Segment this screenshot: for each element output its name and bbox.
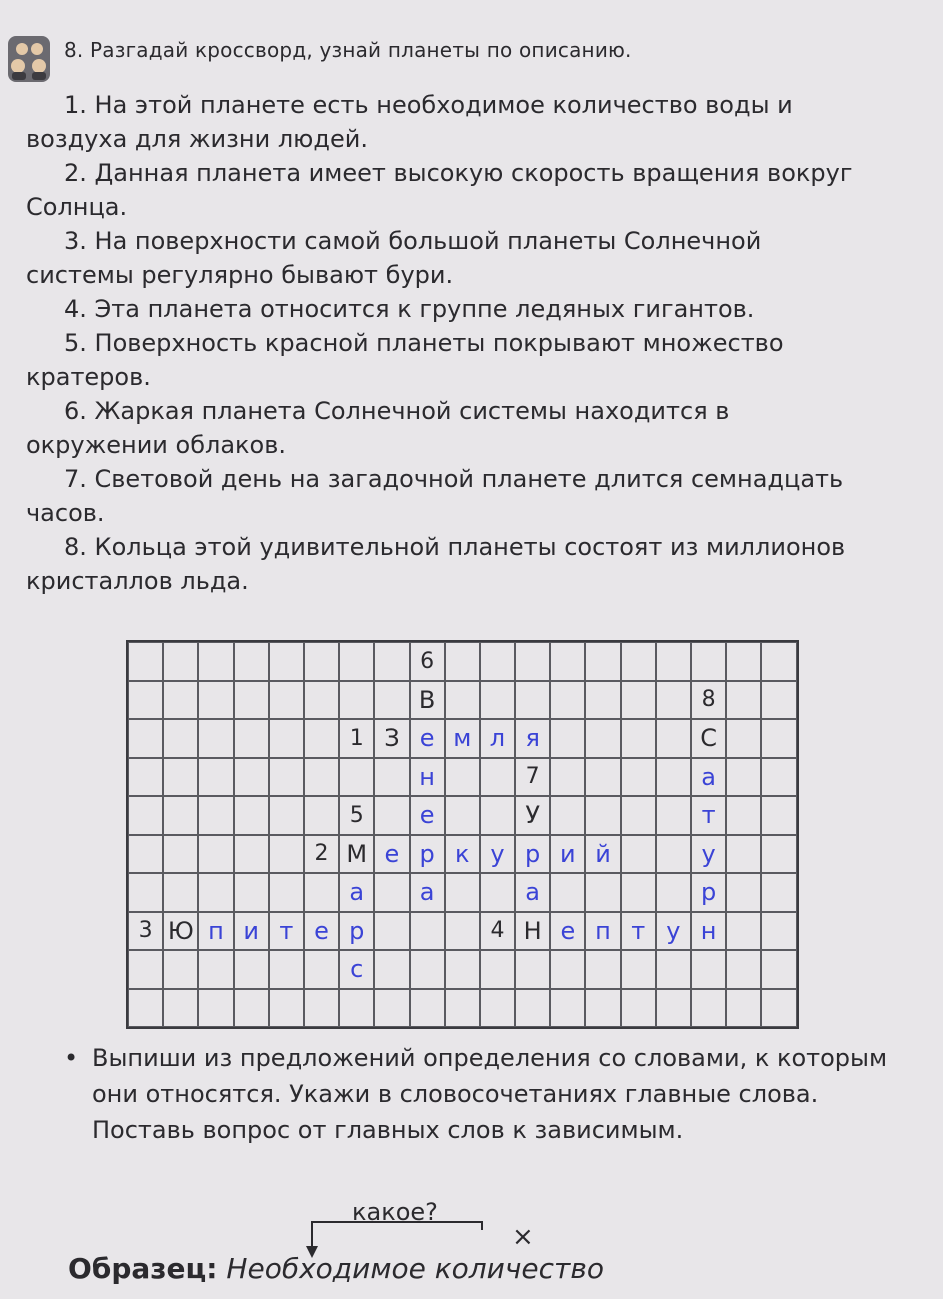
letter-cell: п: [585, 912, 620, 951]
empty-cell: [304, 989, 339, 1028]
empty-cell: [691, 950, 726, 989]
clue-2: 2. Данная планета имеет высокую скорость вращения вокруг Солнца.: [26, 159, 853, 221]
empty-cell: [585, 758, 620, 797]
letter-cell: а: [691, 758, 726, 797]
empty-cell: [761, 681, 796, 720]
empty-cell: [515, 642, 550, 681]
clue-number-cell: 1: [339, 719, 374, 758]
empty-cell: [269, 681, 304, 720]
empty-cell: [726, 796, 761, 835]
empty-cell: [339, 642, 374, 681]
empty-cell: [621, 642, 656, 681]
empty-cell: [128, 796, 163, 835]
letter-cell: Ю: [163, 912, 198, 951]
clue-number-cell: 5: [339, 796, 374, 835]
empty-cell: [550, 873, 585, 912]
letter-cell: е: [304, 912, 339, 951]
letter-cell: к: [445, 835, 480, 874]
empty-cell: [726, 719, 761, 758]
empty-cell: [339, 681, 374, 720]
empty-cell: [621, 796, 656, 835]
empty-cell: [234, 796, 269, 835]
empty-cell: [269, 719, 304, 758]
empty-cell: [585, 642, 620, 681]
empty-cell: [128, 950, 163, 989]
letter-cell: я: [515, 719, 550, 758]
letter-cell: а: [339, 873, 374, 912]
empty-cell: [163, 758, 198, 797]
empty-cell: [198, 796, 233, 835]
empty-cell: [656, 950, 691, 989]
empty-cell: [550, 681, 585, 720]
empty-cell: [656, 835, 691, 874]
empty-cell: [198, 642, 233, 681]
sample: [68, 1252, 604, 1285]
clue-list: [26, 88, 866, 598]
empty-cell: [304, 873, 339, 912]
sample-label: Образец:: [68, 1252, 218, 1285]
empty-cell: [761, 835, 796, 874]
empty-cell: [726, 758, 761, 797]
empty-cell: [410, 950, 445, 989]
clue-6: 6. Жаркая планета Солнечной системы находится в окружении облаков.: [26, 397, 730, 459]
empty-cell: [234, 681, 269, 720]
letter-cell: а: [515, 873, 550, 912]
sample-phrase: Необходимое количество: [226, 1252, 604, 1285]
letter-cell: Н: [515, 912, 550, 951]
empty-cell: [128, 642, 163, 681]
empty-cell: [515, 681, 550, 720]
empty-cell: [339, 989, 374, 1028]
empty-cell: [445, 950, 480, 989]
empty-cell: [445, 873, 480, 912]
letter-cell: а: [410, 873, 445, 912]
clue-5: 5. Поверхность красной планеты покрывают множество кратеров.: [26, 329, 784, 391]
empty-cell: [761, 989, 796, 1028]
letter-cell: у: [480, 835, 515, 874]
empty-cell: [656, 719, 691, 758]
letter-cell: т: [621, 912, 656, 951]
empty-cell: [585, 950, 620, 989]
letter-cell: р: [410, 835, 445, 874]
empty-cell: [374, 796, 409, 835]
empty-cell: [550, 796, 585, 835]
empty-cell: [269, 873, 304, 912]
letter-cell: р: [339, 912, 374, 951]
empty-cell: [339, 758, 374, 797]
letter-cell: М: [339, 835, 374, 874]
empty-cell: [198, 989, 233, 1028]
letter-cell: и: [234, 912, 269, 951]
empty-cell: [621, 719, 656, 758]
empty-cell: [515, 989, 550, 1028]
sample-question: какое?: [352, 1198, 438, 1226]
empty-cell: [445, 681, 480, 720]
letter-cell: у: [656, 912, 691, 951]
empty-cell: [550, 758, 585, 797]
empty-cell: [374, 873, 409, 912]
clue-7: 7. Световой день на загадочной планете длится семнадцать часов.: [26, 465, 844, 527]
empty-cell: [550, 642, 585, 681]
empty-cell: [691, 642, 726, 681]
letter-cell: е: [410, 719, 445, 758]
empty-cell: [304, 796, 339, 835]
instruction-text: Выпиши из предложений определения со словами, к которым они относятся. Укажи в словосочетаниях главные слова. Поставь вопрос от главных слов к зависимым.: [92, 1044, 888, 1144]
empty-cell: [585, 796, 620, 835]
letter-cell: е: [374, 835, 409, 874]
empty-cell: [726, 912, 761, 951]
empty-cell: [691, 989, 726, 1028]
letter-cell: р: [691, 873, 726, 912]
letter-cell: В: [410, 681, 445, 720]
clue-number-cell: 8: [691, 681, 726, 720]
empty-cell: [585, 719, 620, 758]
empty-cell: [656, 989, 691, 1028]
empty-cell: [410, 989, 445, 1028]
letter-cell: С: [691, 719, 726, 758]
empty-cell: [445, 796, 480, 835]
empty-cell: [198, 719, 233, 758]
letter-cell: н: [410, 758, 445, 797]
empty-cell: [585, 873, 620, 912]
dependent-word-mark: ×: [512, 1222, 534, 1252]
empty-cell: [269, 835, 304, 874]
empty-cell: [726, 835, 761, 874]
letter-cell: т: [691, 796, 726, 835]
empty-cell: [480, 873, 515, 912]
empty-cell: [550, 950, 585, 989]
letter-cell: у: [691, 835, 726, 874]
clue-number-cell: 6: [410, 642, 445, 681]
empty-cell: [726, 873, 761, 912]
empty-cell: [445, 758, 480, 797]
empty-cell: [163, 873, 198, 912]
empty-cell: [656, 642, 691, 681]
empty-cell: [480, 950, 515, 989]
pair-work-icon: [6, 34, 52, 84]
empty-cell: [656, 681, 691, 720]
letter-cell: м: [445, 719, 480, 758]
empty-cell: [198, 950, 233, 989]
empty-cell: [621, 681, 656, 720]
letter-cell: л: [480, 719, 515, 758]
empty-cell: [198, 873, 233, 912]
empty-cell: [128, 835, 163, 874]
empty-cell: [480, 681, 515, 720]
empty-cell: [269, 950, 304, 989]
empty-cell: [304, 719, 339, 758]
empty-cell: [234, 758, 269, 797]
empty-cell: [445, 912, 480, 951]
empty-cell: [234, 873, 269, 912]
empty-cell: [480, 796, 515, 835]
empty-cell: [374, 912, 409, 951]
clue-number-cell: 2: [304, 835, 339, 874]
letter-cell: п: [198, 912, 233, 951]
empty-cell: [761, 796, 796, 835]
empty-cell: [198, 681, 233, 720]
empty-cell: [480, 758, 515, 797]
task-title: 8. Разгадай кроссворд, узнай планеты по описанию.: [64, 38, 632, 62]
letter-cell: р: [515, 835, 550, 874]
empty-cell: [269, 989, 304, 1028]
empty-cell: [550, 989, 585, 1028]
empty-cell: [128, 681, 163, 720]
empty-cell: [480, 642, 515, 681]
empty-cell: [585, 681, 620, 720]
empty-cell: [234, 835, 269, 874]
instruction: [64, 1040, 924, 1148]
empty-cell: [726, 642, 761, 681]
letter-cell: е: [550, 912, 585, 951]
empty-cell: [304, 681, 339, 720]
empty-cell: [269, 758, 304, 797]
empty-cell: [304, 642, 339, 681]
letter-cell: У: [515, 796, 550, 835]
empty-cell: [163, 681, 198, 720]
crossword-grid: [126, 640, 799, 1029]
empty-cell: [761, 873, 796, 912]
empty-cell: [269, 796, 304, 835]
empty-cell: [726, 950, 761, 989]
letter-cell: й: [585, 835, 620, 874]
empty-cell: [410, 912, 445, 951]
empty-cell: [234, 642, 269, 681]
empty-cell: [621, 950, 656, 989]
empty-cell: [234, 950, 269, 989]
empty-cell: [726, 681, 761, 720]
clue-3: 3. На поверхности самой большой планеты Солнечной системы регулярно бывают бури.: [26, 227, 762, 289]
empty-cell: [304, 950, 339, 989]
empty-cell: [761, 950, 796, 989]
empty-cell: [163, 642, 198, 681]
letter-cell: З: [374, 719, 409, 758]
empty-cell: [621, 989, 656, 1028]
empty-cell: [128, 873, 163, 912]
empty-cell: [163, 950, 198, 989]
empty-cell: [656, 758, 691, 797]
clue-1: 1. На этой планете есть необходимое количество воды и воздуха для жизни людей.: [26, 91, 793, 153]
clue-number-cell: 3: [128, 912, 163, 951]
empty-cell: [656, 796, 691, 835]
empty-cell: [198, 835, 233, 874]
letter-cell: т: [269, 912, 304, 951]
letter-cell: и: [550, 835, 585, 874]
bullet-dot: •: [64, 1044, 79, 1072]
empty-cell: [128, 758, 163, 797]
clue-number-cell: 4: [480, 912, 515, 951]
empty-cell: [374, 642, 409, 681]
empty-cell: [374, 989, 409, 1028]
letter-cell: с: [339, 950, 374, 989]
empty-cell: [198, 758, 233, 797]
empty-cell: [304, 758, 339, 797]
empty-cell: [374, 758, 409, 797]
clue-4: 4. Эта планета относится к группе ледяных гигантов.: [64, 295, 755, 323]
empty-cell: [445, 989, 480, 1028]
empty-cell: [163, 796, 198, 835]
empty-cell: [585, 989, 620, 1028]
clue-number-cell: 7: [515, 758, 550, 797]
letter-cell: е: [410, 796, 445, 835]
empty-cell: [550, 719, 585, 758]
letter-cell: н: [691, 912, 726, 951]
empty-cell: [656, 873, 691, 912]
empty-cell: [234, 719, 269, 758]
empty-cell: [234, 989, 269, 1028]
empty-cell: [480, 989, 515, 1028]
empty-cell: [515, 950, 550, 989]
empty-cell: [128, 989, 163, 1028]
empty-cell: [269, 642, 304, 681]
crossword: [126, 640, 799, 1029]
empty-cell: [128, 719, 163, 758]
empty-cell: [621, 758, 656, 797]
empty-cell: [761, 719, 796, 758]
clue-8: 8. Кольца этой удивительной планеты состоят из миллионов кристаллов льда.: [26, 533, 846, 595]
empty-cell: [163, 989, 198, 1028]
empty-cell: [761, 642, 796, 681]
empty-cell: [761, 912, 796, 951]
empty-cell: [445, 642, 480, 681]
empty-cell: [163, 835, 198, 874]
empty-cell: [621, 835, 656, 874]
empty-cell: [761, 758, 796, 797]
empty-cell: [374, 681, 409, 720]
empty-cell: [374, 950, 409, 989]
empty-cell: [163, 719, 198, 758]
empty-cell: [621, 873, 656, 912]
empty-cell: [726, 989, 761, 1028]
